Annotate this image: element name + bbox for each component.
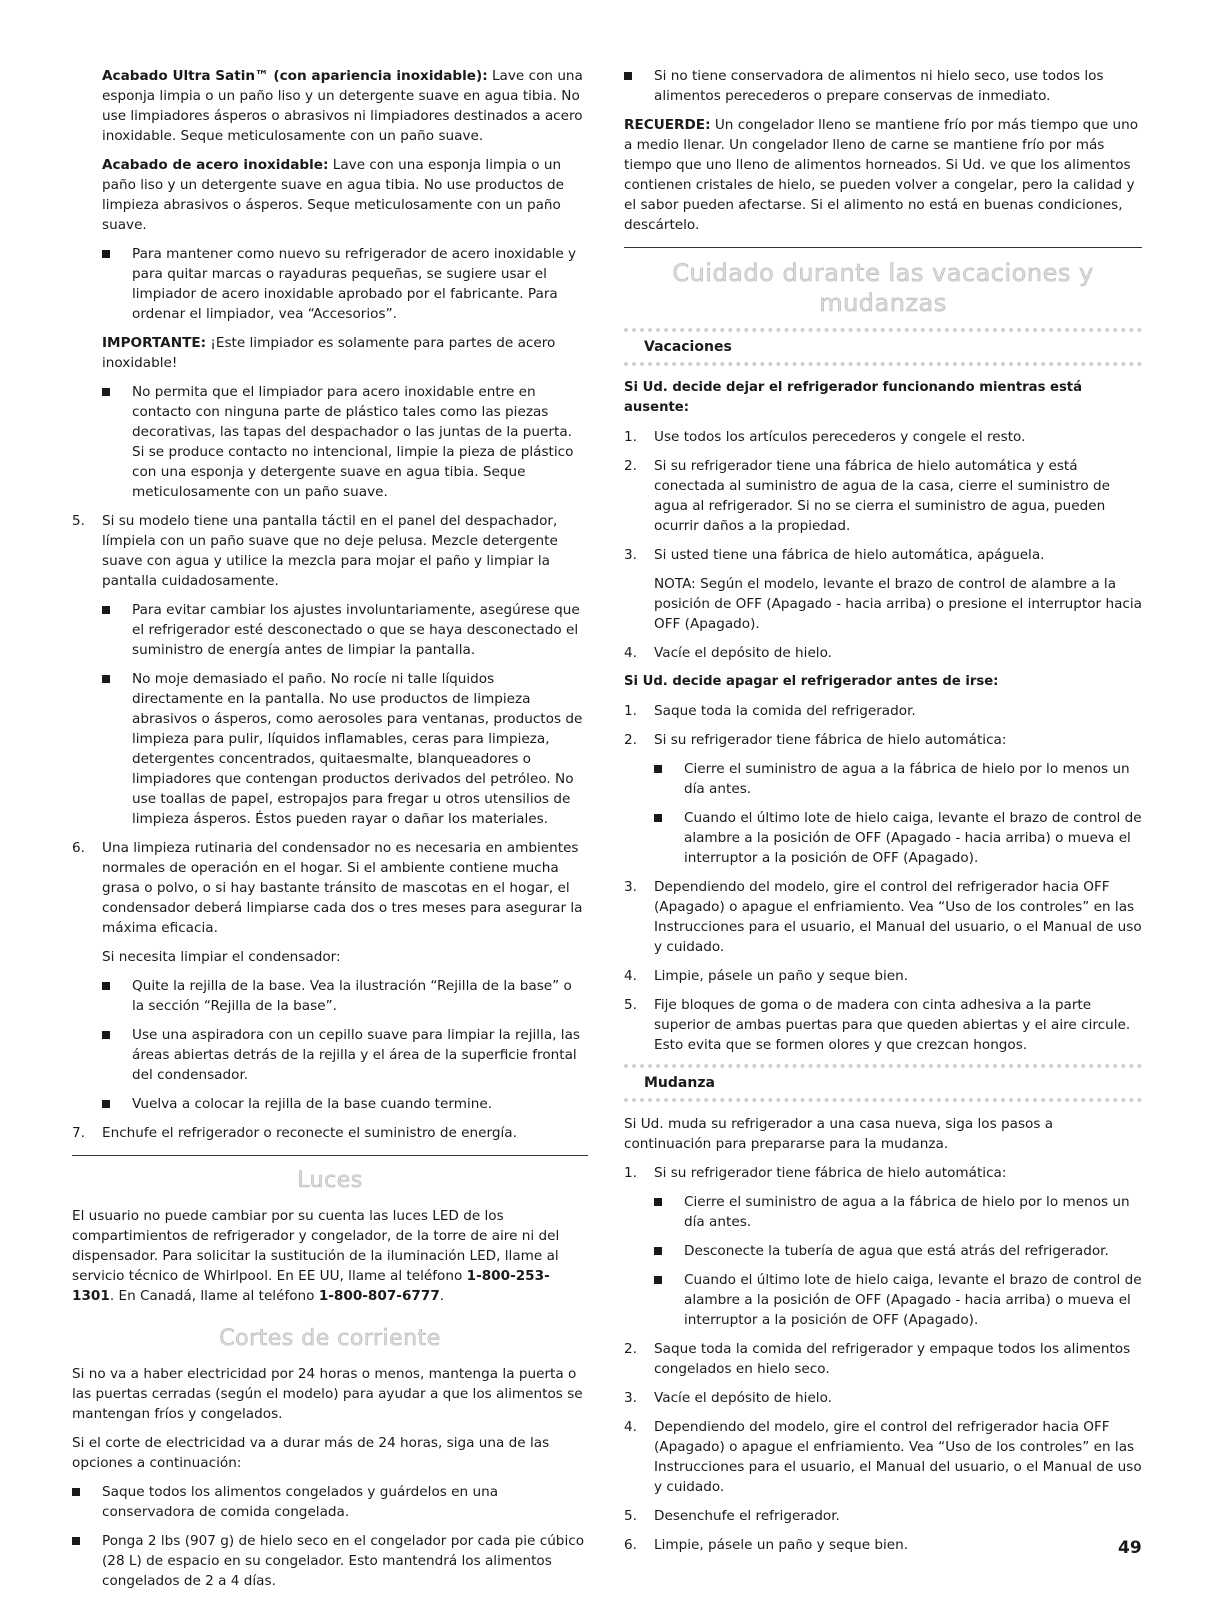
item-number: 3. [624,879,637,895]
cortes-paragraph-1: Si no va a haber electricidad por 24 horas o menos, mantenga la puerta o las puertas cerradas (según el modelo) para ayudar a que los alimentos se mantengan fríos y congelados. [72,1366,583,1422]
luces-paragraph [72,1206,588,1306]
numbered-item-6 [72,838,588,938]
section-title-luces: Luces [297,1168,363,1193]
bullet-item: Quite la rejilla de la base. Vea la ilustración “Rejilla de la base” o la sección “Rejilla de la base”. [72,976,588,1016]
recuerde-label: RECUERDE: [624,117,711,133]
item-text: Si usted tiene una fábrica de hielo automática, apáguela. [654,547,1045,563]
phone-us: 1-800-253-1301 [72,1268,550,1304]
item-text: Desenchufe el refrigerador. [654,1508,840,1524]
bullet-item: Cierre el suministro de agua a la fábrica de hielo por lo menos un día antes. [624,1192,1142,1232]
item-text: Vacíe el depósito de hielo. [654,645,832,661]
section-divider [624,247,1142,248]
leave-running-heading: Si Ud. decide dejar el refrigerador funcionando mientras está ausente: [624,380,1083,415]
item-number: 6. [72,840,85,856]
bullet-item: Saque todos los alimentos congelados y guárdelos en una conservadora de comida congelada. [72,1482,588,1522]
item-number: 1. [624,703,637,719]
numbered-item-5 [72,511,588,591]
important-text: ¡Este limpiador es solamente para partes de acero inoxidable! [102,335,556,371]
numbered-item [624,1163,1142,1183]
item-number: 1. [624,429,637,445]
item-text: Si su modelo tiene una pantalla táctil en el panel del despachador, límpiela con un paño suave que no deje pelusa. Mezcle detergente suave con agua y utilice la mezcla para mojar el paño y limpiar la pantalla cuidadosamente. [102,513,558,589]
numbered-item [624,545,1142,565]
bullet-item: Ponga 2 lbs (907 g) de hielo seco en el congelador por cada pie cúbico (28 L) de espacio en su congelador. Esto mantendrá los alimentos congelados de 2 a 4 días. [72,1531,588,1591]
subheading-mudanza: Mudanza [624,1064,1142,1102]
item-number: 5. [624,997,637,1013]
recuerde-paragraph [624,115,1142,235]
item-number: 4. [624,645,637,661]
bullet-item: Si no tiene conservadora de alimentos ni hielo seco, use todos los alimentos perecederos o prepare conservas de inmediato. [624,66,1142,106]
ultra-satin-paragraph [72,66,588,146]
right-column [624,66,1142,1564]
luces-text-mid: . En Canadá, llame al teléfono [109,1288,319,1304]
mudanza-intro: Si Ud. muda su refrigerador a una casa nueva, siga los pasos a continuación para prepararse para la mudanza. [624,1116,1054,1152]
bullet-item: Para mantener como nuevo su refrigerador de acero inoxidable y para quitar marcas o rayaduras pequeñas, se sugiere usar el limpiador de acero inoxidable aprobado por el fabricante. Para ordenar el limpiador, vea “Accesorios”. [72,244,588,324]
item-number: 4. [624,968,637,984]
item-text: Una limpieza rutinaria del condensador no es necesaria en ambientes normales de operación en el hogar. Si el ambiente contiene mucha grasa o polvo, o si hay bastante tránsito de mascotas en el hogar, el condensador deberá limpiarse cada dos o tres meses para asegurar la máxima eficacia. [102,840,583,936]
nota-text: Según el modelo, levante el brazo de control de alambre a la posición de OFF (Apagado - hacia arriba) o presione el interruptor hacia OFF (Apagado). [654,576,1142,632]
item-number: 3. [624,547,637,563]
luces-text: El usuario no puede cambiar por su cuenta las luces LED de los compartimientos de refrigerador y congelador, de la torre de aire ni del dispensador. Para solicitar la sustitución de la iluminación LED, llame al servicio técnico de Whirlpool. En EE UU, llame al teléfono [72,1208,560,1284]
bullet-item: Cuando el último lote de hielo caiga, levante el brazo de control de alambre a la posición de OFF (Apagado - hacia arriba) o mueva el interruptor a la posición de OFF (Apagado). [624,1270,1142,1330]
numbered-item [624,456,1142,536]
item-text: Use todos los artículos perecederos y congele el resto. [654,429,1026,445]
numbered-item [624,877,1142,957]
item-text: Si su refrigerador tiene fábrica de hielo automática: [654,1165,1007,1181]
numbered-item-7 [72,1123,588,1143]
numbered-item [624,701,1142,721]
item-text: Dependiendo del modelo, gire el control del refrigerador hacia OFF (Apagado) o apague el enfriamiento. Vea “Uso de los controles” en las Instrucciones para el usuario, el Manual del usuario, o el Manual de uso y cuidado. [654,1419,1142,1495]
numbered-item [624,1388,1142,1408]
item-text: Si su refrigerador tiene una fábrica de hielo automática y está conectada al suministro de agua de la casa, cierre el suministro de agua al refrigerador. Si no se cierra el suministro de agua, pueden ocurrir daños a la propiedad. [654,458,1111,534]
bullet-item: Desconecte la tubería de agua que está atrás del refrigerador. [624,1241,1142,1261]
item-number: 2. [624,458,637,474]
item-text: Limpie, pásele un paño y seque bien. [654,968,909,984]
nota-label: NOTA: [654,576,696,592]
numbered-item [624,1417,1142,1497]
stainless-text: Lave con una esponja limpia o un paño liso y un detergente suave en agua tibia. No use productos de limpieza abrasivos o ásperos. Seque meticulosamente con un paño suave. [102,157,565,233]
bullet-item: Use una aspiradora con un cepillo suave para limpiar la rejilla, las áreas abiertas detrás de la rejilla y el área de la superficie frontal del condensador. [72,1025,588,1085]
item-number: 7. [72,1125,85,1141]
bullet-item: Cierre el suministro de agua a la fábrica de hielo por lo menos un día antes. [624,759,1142,799]
cortes-paragraph-2: Si el corte de electricidad va a durar más de 24 horas, siga una de las opciones a continuación: [72,1435,550,1471]
phone-canada: 1-800-807-6777 [318,1288,440,1304]
important-label: IMPORTANTE: [102,335,207,351]
numbered-item [624,995,1142,1055]
item-number: 1. [624,1165,637,1181]
item-text: Enchufe el refrigerador o reconecte el suministro de energía. [102,1125,517,1141]
bullet-item: Vuelva a colocar la rejilla de la base cuando termine. [72,1094,588,1114]
item-number: 6. [624,1537,637,1553]
item-text: Dependiendo del modelo, gire el control del refrigerador hacia OFF (Apagado) o apague el enfriamiento. Vea “Uso de los controles” en las Instrucciones para el usuario, el Manual del usuario, o el Manual de uso y cuidado. [654,879,1142,955]
item-text: Saque toda la comida del refrigerador y empaque todos los alimentos congelados en hielo seco. [654,1341,1131,1377]
numbered-item [624,427,1142,447]
numbered-item [624,1339,1142,1379]
bullet-item: Para evitar cambiar los ajustes involuntariamente, asegúrese que el refrigerador esté desconectado o que se haya desconectado el suministro de energía antes de limpiar la pantalla. [72,600,588,660]
section-title-cortes: Cortes de corriente [219,1326,441,1351]
page-number: 49 [1118,1538,1142,1558]
item-number: 2. [624,732,637,748]
item-text: Limpie, pásele un paño y seque bien. [654,1537,909,1553]
section-divider [72,1155,588,1156]
ultra-satin-label: Acabado Ultra Satin™ (con apariencia inoxidable): [102,68,488,84]
subheading-vacaciones: Vacaciones [624,328,1142,366]
ultra-satin-text: Lave con una esponja limpia o un paño liso y un detergente suave en agua tibia. No use limpiadores ásperos o abrasivos ni limpiadores destinados a acero inoxidable. Seque meticulosamente con un paño suave. [102,68,583,144]
important-paragraph [72,333,588,373]
turn-off-heading: Si Ud. decide apagar el refrigerador antes de irse: [624,674,999,689]
item-number: 2. [624,1341,637,1357]
left-column [72,66,588,1600]
luces-text-end: . [439,1288,445,1304]
bullet-item: No moje demasiado el paño. No rocíe ni talle líquidos directamente en la pantalla. No use productos de limpieza abrasivos o ásperos, como aerosoles para ventanas, productos de limpieza para pulir, líquidos inflamables, ceras para limpieza, detergentes concentrados, quitaesmalte, blanqueadores o limpiadores que contengan productos derivados del petróleo. No use toallas de papel, estropajos para fregar u otros utensilios de limpieza ásperos. Éstos pueden rayar o dañar los materiales. [72,669,588,829]
bullet-item: Cuando el último lote de hielo caiga, levante el brazo de control de alambre a la posición de OFF (Apagado - hacia arriba) o mueva el interruptor a la posición de OFF (Apagado). [624,808,1142,868]
section-title-vacaciones-mudanzas: Cuidado durante las vacaciones y mudanzas [672,259,1094,317]
stainless-label: Acabado de acero inoxidable: [102,157,329,173]
item-number: 4. [624,1419,637,1435]
numbered-item [624,1535,1142,1555]
item-text: Si su refrigerador tiene fábrica de hielo automática: [654,732,1007,748]
item-text: Saque toda la comida del refrigerador. [654,703,916,719]
nota-paragraph [624,574,1142,634]
item-text: Fije bloques de goma o de madera con cinta adhesiva a la parte superior de ambas puertas para que queden abiertas y el aire circule. Esto evita que se formen olores y que crezcan hongos. [654,997,1131,1053]
item-number: 5. [72,513,85,529]
condenser-intro: Si necesita limpiar el condensador: [102,949,341,965]
item-number: 5. [624,1508,637,1524]
recuerde-text: Un congelador lleno se mantiene frío por más tiempo que uno a medio llenar. Un congelador lleno de carne se mantiene frío por más tiempo que uno lleno de alimentos horneados. Si Ud. ve que los alimentos contienen cristales de hielo, se pueden volver a congelar, pero la calidad y el sabor pueden afectarse. Si el alimento no está en buenas condiciones, descártelo. [624,117,1139,233]
stainless-paragraph [72,155,588,235]
item-number: 3. [624,1390,637,1406]
item-text: Vacíe el depósito de hielo. [654,1390,832,1406]
numbered-item [624,730,1142,750]
numbered-item [624,643,1142,663]
numbered-item [624,1506,1142,1526]
bullet-item: No permita que el limpiador para acero inoxidable entre en contacto con ninguna parte de plástico tales como las piezas decorativas, las tapas del despachador o las juntas de la puerta. Si se produce contacto no intencional, limpie la pieza de plástico con una esponja y detergente suave en agua tibia. Seque meticulosamente con un paño suave. [72,382,588,502]
numbered-item [624,966,1142,986]
